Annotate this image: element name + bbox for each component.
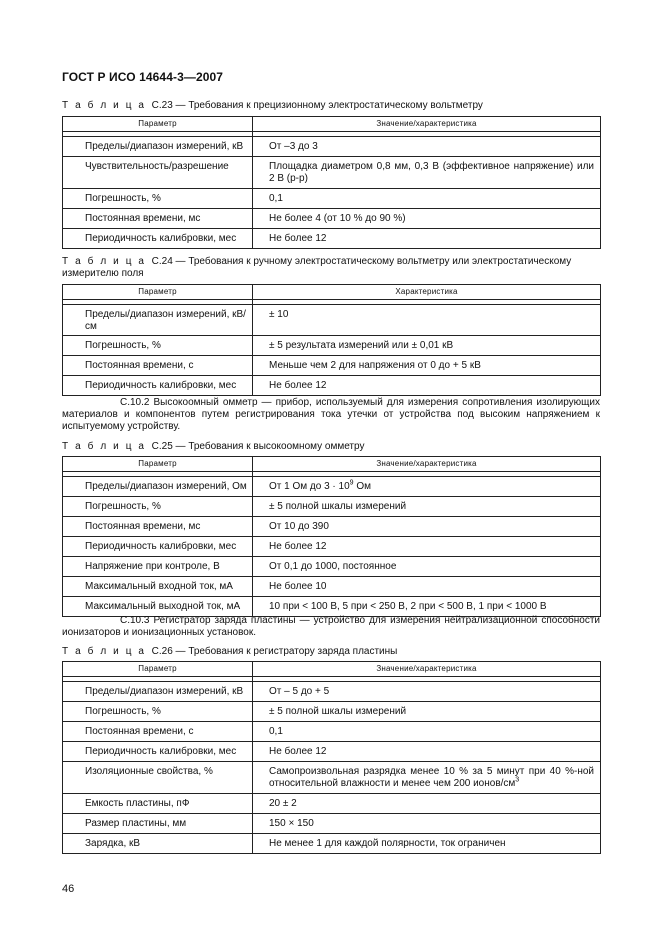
table-row: [63, 742, 601, 762]
table-row: [63, 209, 601, 229]
table-row: [63, 722, 601, 742]
value-cell: От –3 до 3: [253, 137, 601, 157]
column-header: Параметр: [63, 662, 253, 677]
table-row: [63, 794, 601, 814]
table-label: Т а б л и ц а: [62, 441, 147, 452]
param-cell: Размер пластины, мм: [63, 814, 253, 834]
document-title: ГОСТ Р ИСО 14644-3—2007: [62, 70, 224, 84]
table-row: [63, 597, 601, 617]
param-cell: Постоянная времени, мс: [63, 209, 253, 229]
param-cell: Чувствительность/разрешение: [63, 157, 253, 189]
column-header: Значение/характеристика: [253, 662, 601, 677]
table-row: [63, 577, 601, 597]
param-cell: Зарядка, кВ: [63, 834, 253, 854]
param-cell: Погрешность, %: [63, 702, 253, 722]
param-cell: Напряжение при контроле, В: [63, 557, 253, 577]
value-cell: От 10 до 390: [253, 517, 601, 537]
table-label: Т а б л и ц а: [62, 100, 147, 111]
column-header: Параметр: [63, 117, 253, 132]
table-c23: [62, 116, 601, 249]
table-row: [63, 336, 601, 356]
value-cell: Самопроизвольная разрядка менее 10 % за 5 минут при 40 %-ной относительной влажности и менее чем 200 ионов/$см^3$: [253, 762, 601, 794]
param-cell: Погрешность, %: [63, 497, 253, 517]
param-cell: Периодичность калибровки, мес: [63, 229, 253, 249]
table-row: [63, 137, 601, 157]
param-cell: Постоянная времени, с: [63, 356, 253, 376]
table-c25-caption: [62, 441, 600, 453]
param-cell: Изоляционные свойства, %: [63, 762, 253, 794]
table-row: [63, 157, 601, 189]
column-header: Параметр: [63, 285, 253, 300]
table-caption-text: С.25 — Требования к высокоомному омметру: [151, 441, 365, 452]
value-cell: 20 ± 2: [253, 794, 601, 814]
value-cell: ± 5 полной шкалы измерений: [253, 497, 601, 517]
table-row: [63, 477, 601, 497]
value-cell: Не более 4 (от 10 % до 90 %): [253, 209, 601, 229]
table-caption-text: С.23 — Требования к прецизионному электростатическому вольтметру: [151, 100, 483, 111]
value-cell: Не более 12: [253, 229, 601, 249]
value-cell: ± 5 результата измерений или ± 0,01 кВ: [253, 336, 601, 356]
paragraph-c10-3: С.10.3 Регистратор заряда пластины — устройство для измерения нейтрализационной способности ионизаторов и ионизационных установок.: [62, 615, 600, 638]
table-row: [63, 229, 601, 249]
value-cell: ± 5 полной шкалы измерений: [253, 702, 601, 722]
table-c26-caption: [62, 646, 600, 658]
param-cell: Периодичность калибровки, мес: [63, 742, 253, 762]
param-cell: Периодичность калибровки, мес: [63, 537, 253, 557]
table-row: [63, 517, 601, 537]
value-cell: Не более 12: [253, 537, 601, 557]
value-cell: Не более 12: [253, 742, 601, 762]
table-row: [63, 557, 601, 577]
value-cell: Не более 12: [253, 376, 601, 396]
param-cell: Погрешность, %: [63, 189, 253, 209]
paragraph-c10-2: С.10.2 Высокоомный омметр — прибор, используемый для измерения сопротивления изолирующих материалов и компонентов путем регистрирования тока утечки от устройства под высоким напряжением к испытуемому устройству.: [62, 397, 600, 432]
param-cell: Погрешность, %: [63, 336, 253, 356]
column-header: Значение/характеристика: [253, 457, 601, 472]
value-cell: 0,1: [253, 722, 601, 742]
table-row: [63, 497, 601, 517]
table-row: [63, 305, 601, 336]
param-cell: Пределы/диапазон измерений, Ом: [63, 477, 253, 497]
table-row: [63, 189, 601, 209]
value-cell: 150 × 150: [253, 814, 601, 834]
value-cell: От – 5 до + 5: [253, 682, 601, 702]
param-cell: Постоянная времени, с: [63, 722, 253, 742]
table-c25: [62, 456, 601, 617]
value-cell: 10 при < 100 В, 5 при < 250 В, 2 при < 500 В, 1 при < 1000 В: [253, 597, 601, 617]
table-row: [63, 376, 601, 396]
table-c24-caption: [62, 256, 600, 279]
param-cell: Максимальный выходной ток, мА: [63, 597, 253, 617]
param-cell: Пределы/диапазон измерений, кВ: [63, 682, 253, 702]
table-row: [63, 682, 601, 702]
value-cell: ± 10: [253, 305, 601, 336]
param-cell: Периодичность калибровки, мес: [63, 376, 253, 396]
value-cell: Не менее 1 для каждой полярности, ток ограничен: [253, 834, 601, 854]
param-cell: Емкость пластины, пФ: [63, 794, 253, 814]
param-cell: Пределы/диапазон измерений, кВ/см: [63, 305, 253, 336]
value-cell: 0,1: [253, 189, 601, 209]
column-header: Характеристика: [253, 285, 601, 300]
value-cell: Меньше чем 2 для напряжения от 0 до + 5 кВ: [253, 356, 601, 376]
table-row: [63, 834, 601, 854]
table-label: Т а б л и ц а: [62, 646, 147, 657]
value-cell: Площадка диаметром 0,8 мм, 0,3 В (эффективное напряжение) или 2 В (p-p): [253, 157, 601, 189]
value-cell: Не более 10: [253, 577, 601, 597]
value-cell: От 0,1 до 1000, постоянное: [253, 557, 601, 577]
param-cell: Пределы/диапазон измерений, кВ: [63, 137, 253, 157]
table-caption-text: С.24 — Требования к ручному электростатическому вольтметру или электростатическому измерителю поля: [62, 256, 572, 279]
page-number: 46: [62, 883, 75, 895]
param-cell: Максимальный входной ток, мА: [63, 577, 253, 597]
table-c26: [62, 661, 601, 854]
table-c24: [62, 284, 601, 396]
table-row: [63, 356, 601, 376]
table-row: [63, 814, 601, 834]
column-header: Значение/характеристика: [253, 117, 601, 132]
column-header: Параметр: [63, 457, 253, 472]
table-caption-text: С.26 — Требования к регистратору заряда пластины: [151, 646, 398, 657]
table-c23-caption: [62, 100, 600, 112]
table-row: [63, 762, 601, 794]
value-cell: От 1 Ом до $3 \cdot 10^9$ Ом: [253, 477, 601, 497]
table-row: [63, 537, 601, 557]
table-row: [63, 702, 601, 722]
param-cell: Постоянная времени, мс: [63, 517, 253, 537]
table-label: Т а б л и ц а: [62, 256, 147, 267]
